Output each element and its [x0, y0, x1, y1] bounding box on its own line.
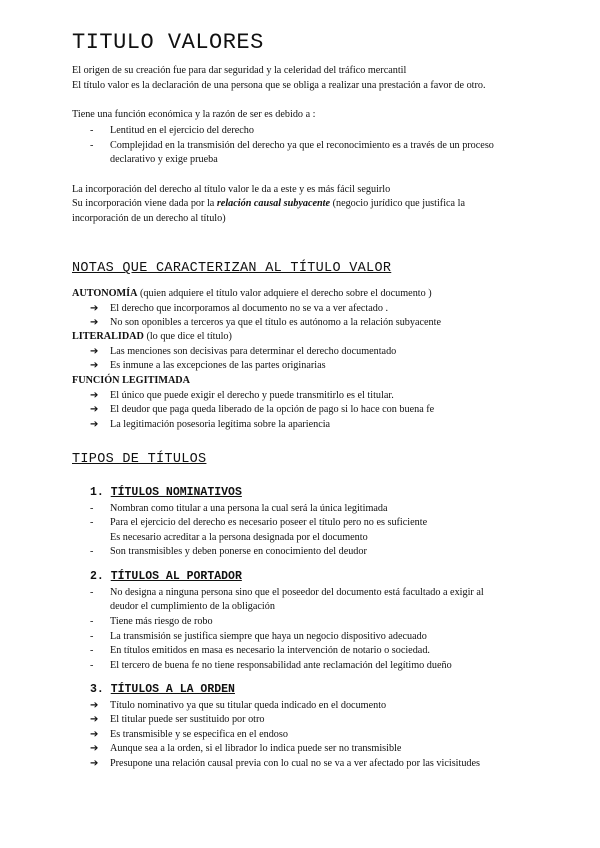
arrow-icon: ➔ — [90, 729, 99, 740]
section-heading-notas: NOTAS QUE CARACTERIZAN AL TÍTULO VALOR — [72, 261, 392, 276]
autonomia-line: AUTONOMÍA (quien adquiere el título valor adquiere el derecho sobre el documento ) — [72, 288, 432, 299]
arrow-icon: ➔ — [90, 317, 99, 328]
funcion-label: FUNCIÓN LEGITIMADA — [72, 375, 191, 386]
page-title: TITULO VALORES — [72, 30, 264, 55]
dash-marker: - — [90, 140, 94, 151]
section-heading-tipos: TIPOS DE TÍTULOS — [72, 452, 207, 467]
dash-marker: - — [90, 125, 94, 136]
arrow-icon: ➔ — [90, 404, 99, 415]
literalidad-label: LITERALIDAD — [72, 331, 144, 342]
dash-marker: - — [90, 546, 94, 557]
arrow-icon: ➔ — [90, 743, 99, 754]
dash-marker: - — [90, 587, 94, 598]
dash-marker: - — [90, 616, 94, 627]
dash-marker: - — [90, 645, 94, 656]
autonomia-label: AUTONOMÍA — [72, 288, 138, 299]
subsection-heading-nominativos: 1. TÍTULOS NOMINATIVOS — [90, 486, 242, 499]
arrow-icon: ➔ — [90, 303, 99, 314]
arrow-icon: ➔ — [90, 360, 99, 371]
arrow-icon: ➔ — [90, 419, 99, 430]
arrow-icon: ➔ — [90, 758, 99, 769]
subsection-heading-orden: 3. TÍTULOS A LA ORDEN — [90, 683, 235, 696]
dash-marker: - — [90, 517, 94, 528]
subsection-heading-portador: 2. TÍTULOS AL PORTADOR — [90, 570, 242, 583]
dash-marker: - — [90, 631, 94, 642]
intro-line-5: Su incorporación viene dada por la relación causal subyacente (negocio jurídico que justifica la — [72, 198, 465, 209]
arrow-icon: ➔ — [90, 714, 99, 725]
literalidad-line: LITERALIDAD (lo que dice el título) — [72, 331, 232, 342]
intro-line-2: El título valor es la declaración de una persona que se obliga a realizar una prestación a favor de otro. — [72, 80, 486, 91]
emphasis-relacion-causal: relación causal subyacente — [216, 198, 331, 209]
dash-marker: - — [90, 660, 94, 671]
document-page: TITULO VALORES El origen de su creación fue para dar seguridad y la celeridad del tráfico mercantil El título valor es la declaración de una persona que se obliga a realizar una prestación a favor de otro. Tiene una función económica y la razón de ser es debido a : - Lentitud en el ejercicio del derecho - Complejidad en la transmisión del derecho ya que el reconocimiento es a través de un proceso declarativo y exige prueba La incorporación del derecho al título valor le da a este y es más fácil seguirlo Su incorporación viene dada por la relación causal subyacente (negocio jurídico que justifica la incorporación de un derecho al título) NOTAS QUE CARACTERIZAN AL TÍTULO VALOR AUTONOMÍA (quien adquiere el título valor adquiere el derecho sobre el documento ) ➔ El derecho que incorporamos al documento no se va a ver afectado . ➔ No son oponibles a terceros ya que el título es autónomo a la relación subyacente LITERALIDAD (lo que dice el título) ➔ Las menciones son decisivas para determinar el derecho documentado ➔ Es inmune a las excepciones de las partes originarias FUNCIÓN LEGITIMADA ➔ El único que puede exigir el derecho y puede transmitirlo es el titular. ➔ El deudor que paga queda liberado de la opción de pago si lo hace con buena fe ➔ La legitimación posesoria legítima sobre la apariencia TIPOS DE TÍTULOS 1. TÍTULOS NOMINATIVOS - Nombran como titular a una persona la cual será la única legitimada - Para el ejercicio del derecho es necesario poseer el título pero no es suficiente Es necesario acreditar a la persona designada por el documento - Son transmisibles y deben ponerse en conocimiento del deudor 2. TÍTULOS AL PORTADOR - No designa a ninguna persona sino que el poseedor del documento está facultado a exigir al deudor el cumplimiento de la obligación - Tiene más riesgo de robo - La transmisión se justifica siempre que haya un negocio dispositivo adecuado - En títulos emitidos en masa es necesario la intervención de notario o sociedad. - El tercero de buena fe no tiene responsabilidad ante reclamación del legítimo dueño 3. TÍTULOS A LA ORDEN ➔ Título nominativo ya que su titular queda indicado en el documento ➔ El titular puede ser sustituido por otro ➔ Es transmisible y se especifica en el endoso ➔ Aunque sea a la orden, si el librador lo indica puede ser no transmisible ➔ Presupone una relación causal previa con lo cual no se va a ver afectado por las vicisitudes — [0, 0, 600, 848]
intro-line-4: La incorporación del derecho al título valor le da a este y es más fácil seguirlo — [72, 184, 391, 195]
dash-marker: - — [90, 503, 94, 514]
intro-line-6: incorporación de un derecho al título) — [72, 213, 226, 224]
arrow-icon: ➔ — [90, 700, 99, 711]
intro-line-1: El origen de su creación fue para dar seguridad y la celeridad del tráfico mercantil — [72, 65, 407, 76]
arrow-icon: ➔ — [90, 390, 99, 401]
intro-line-3: Tiene una función económica y la razón de ser es debido a : — [72, 109, 316, 120]
arrow-icon: ➔ — [90, 346, 99, 357]
